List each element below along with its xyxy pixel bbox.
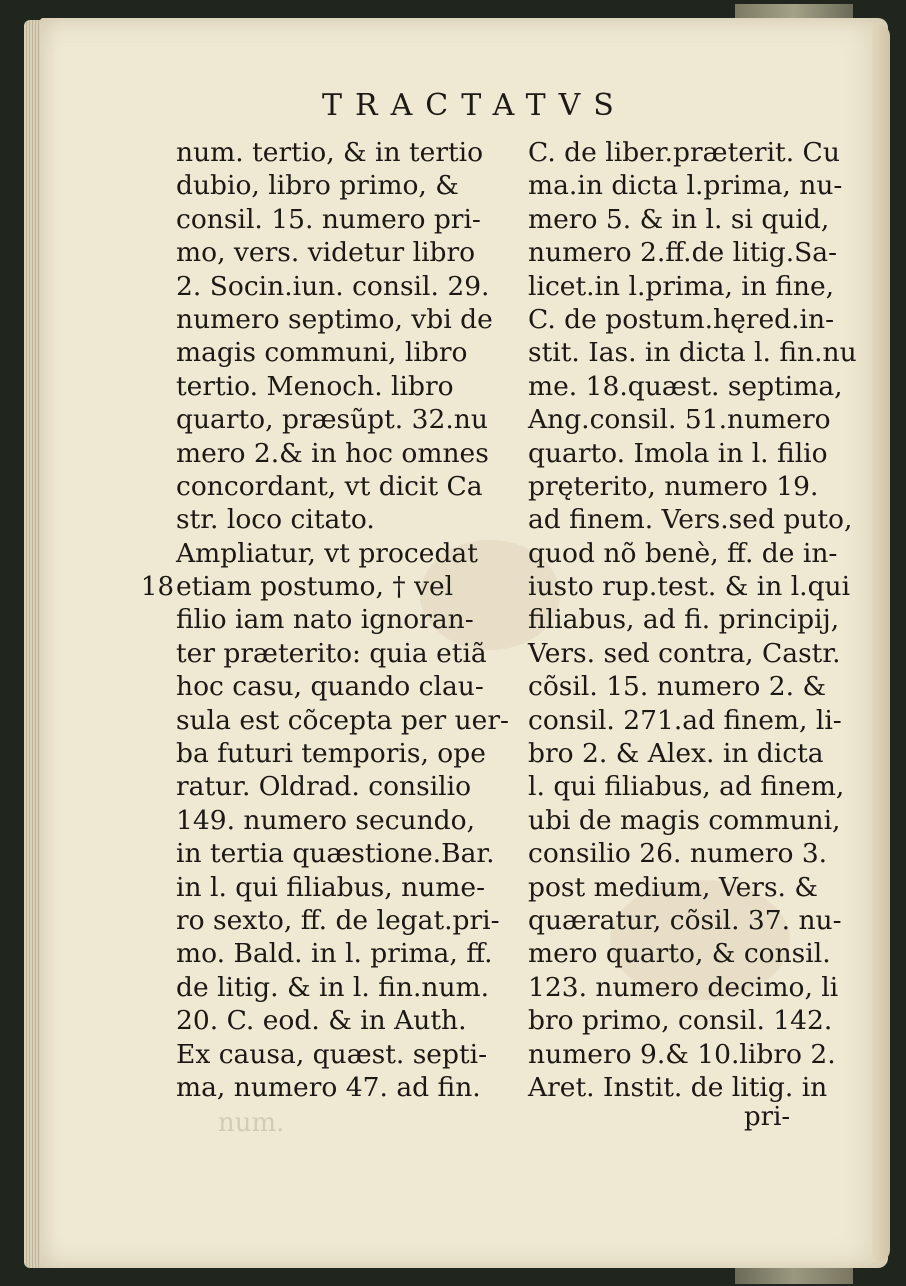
text-line: str. loco citato.: [176, 504, 375, 536]
text-line: 20. C. eod. & in Auth.: [176, 1005, 467, 1037]
text-line: ubi de magis communi,: [528, 804, 841, 836]
text-line: dubio, libro primo, &: [176, 170, 459, 202]
text-line: bro 2. & Alex. in dicta: [528, 738, 824, 770]
text-line: ad finem. Vers.sed puto,: [528, 504, 853, 536]
text-line: me. 18.quæst. septima,: [528, 370, 843, 402]
text-line: concordant, vt dicit Ca: [176, 470, 483, 502]
text-line: ba futuri temporis, ope: [176, 738, 486, 770]
text-line: magis communi, libro: [176, 337, 468, 369]
text-line: in tertia quæstione.Bar.: [176, 838, 495, 870]
text-line: hoc casu, quando clau-: [176, 671, 484, 703]
running-head: TRACTATVS: [322, 88, 627, 123]
text-line: consilio 26. numero 3.: [528, 838, 828, 870]
text-line: cõsil. 15. numero 2. &: [528, 671, 827, 703]
text-line: filiabus, ad fi. principij,: [528, 604, 840, 636]
text-line: filio iam nato ignoran-: [176, 604, 474, 636]
text-line: C. de liber.præterit. Cu: [528, 137, 840, 168]
left-text-column: [176, 136, 509, 1104]
text-line: etiam postumo, † vel: [176, 571, 454, 603]
text-line: quæratur, cõsil. 37. nu-: [528, 904, 842, 936]
text-line: stit. Ias. in dicta l. fin.nu: [528, 337, 857, 369]
text-line: tertio. Menoch. libro: [176, 370, 454, 402]
text-line: quarto. Imola in l. filio: [528, 437, 828, 469]
text-line: l. qui filiabus, ad finem,: [528, 771, 845, 803]
text-line: 2. Socin.iun. consil. 29.: [176, 270, 490, 302]
text-line: ro sexto, ff. de legat.pri-: [176, 904, 500, 936]
text-line: 123. numero decimo, li: [528, 971, 839, 1003]
text-line: mero 2.& in hoc omnes: [176, 437, 489, 469]
text-line: in l. qui filiabus, nume-: [176, 871, 486, 903]
text-line: mero quarto, & consil.: [528, 938, 831, 970]
text-line: quod nõ benè, ff. de in-: [528, 537, 838, 569]
text-line: mero 5. & in l. si quid,: [528, 203, 830, 235]
text-line: Vers. sed contra, Castr.: [528, 637, 841, 669]
text-line: ma.in dicta l.prima, nu-: [528, 170, 843, 202]
text-line: licet.in l.prima, in fine,: [528, 270, 835, 302]
text-line: consil. 271.ad finem, li-: [528, 704, 842, 736]
text-line: iusto rup.test. & in l.qui: [528, 571, 851, 603]
text-line: Ampliatur, vt procedat: [176, 537, 478, 569]
text-line: quarto, præsũpt. 32.nu: [176, 404, 488, 436]
text-line: Ex causa, quæst. septi-: [176, 1038, 488, 1070]
text-line: pręterito, numero 19.: [528, 470, 819, 502]
text-line: 149. numero secundo,: [176, 804, 476, 836]
text-line: numero septimo, vbi de: [176, 303, 493, 335]
text-line: numero 2.ff.de litig.Sa-: [528, 237, 838, 269]
text-line: mo, vers. videtur libro: [176, 237, 476, 269]
text-line: Ang.consil. 51.numero: [528, 404, 831, 436]
binding-strip-bottom: [735, 1266, 853, 1284]
text-line: consil. 15. numero pri-: [176, 203, 481, 235]
text-line: sula est cõcepta per uer-: [176, 704, 509, 736]
page-curl: [872, 24, 890, 1262]
text-line: ter præterito: quia etiã: [176, 637, 487, 669]
text-line: ma, numero 47. ad fin.: [176, 1071, 481, 1103]
text-line: mo. Bald. in l. prima, ff.: [176, 938, 493, 970]
text-line: bro primo, consil. 142.: [528, 1005, 833, 1037]
text-line: numero 9.& 10.libro 2.: [528, 1038, 836, 1070]
text-line: post medium, Vers. &: [528, 871, 818, 903]
margin-number: 18: [140, 572, 174, 602]
show-through-mark: num.: [218, 1108, 285, 1138]
catchword: pri-: [744, 1102, 791, 1132]
text-line: ratur. Oldrad. consilio: [176, 771, 472, 803]
right-text-column: [528, 136, 857, 1104]
text-line: de litig. & in l. fin.num.: [176, 971, 490, 1003]
text-line: num. tertio, & in tertio: [176, 137, 484, 168]
text-line: C. de postum.hęred.in-: [528, 303, 835, 335]
text-line: Aret. Instit. de litig. in: [528, 1071, 828, 1103]
